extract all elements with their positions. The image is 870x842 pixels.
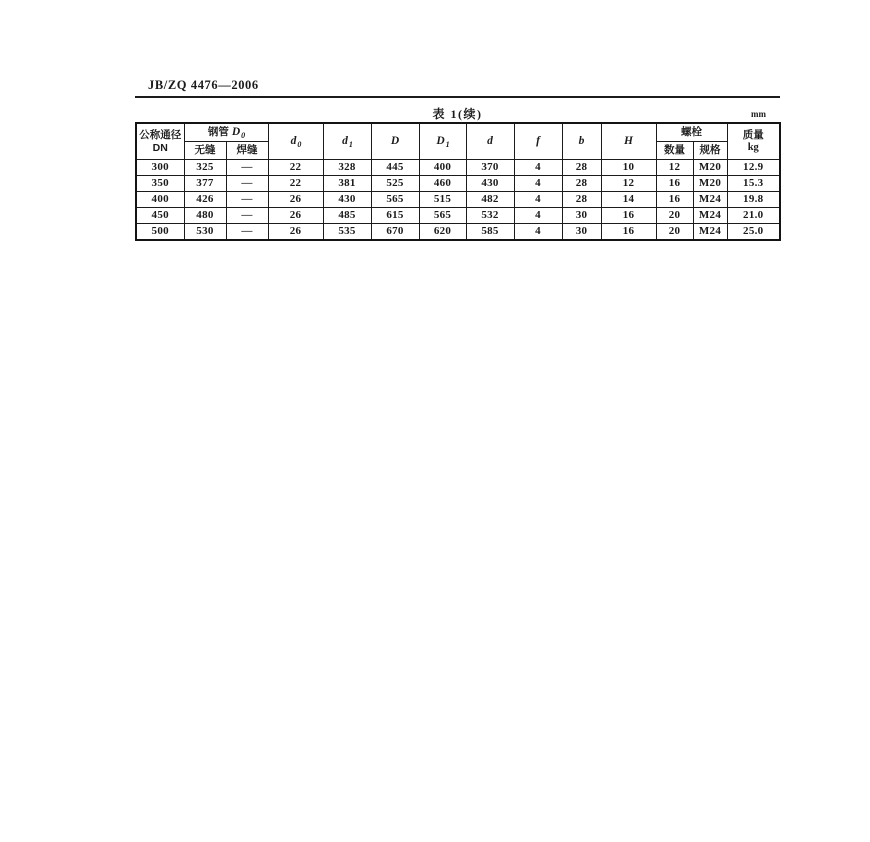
header-bolt-qty: 数量: [656, 142, 693, 160]
math-subscript: 1: [348, 139, 353, 149]
table-row: [136, 192, 780, 208]
dimension-table: [135, 122, 781, 241]
table-cell: —: [226, 176, 268, 192]
table-row: [136, 176, 780, 192]
header-dn-label: 公称通径: [139, 128, 182, 141]
header-b: [562, 123, 601, 160]
header-bolt-group: 螺栓: [656, 123, 727, 142]
header-d0: [268, 123, 323, 160]
header-mass: [727, 123, 780, 160]
table-cell: 530: [184, 224, 226, 241]
table-cell: —: [226, 160, 268, 176]
table-cell: M24: [693, 192, 727, 208]
header-seamless: 无缝: [184, 142, 226, 160]
table-cell: 12: [601, 176, 656, 192]
table-cell: 26: [268, 208, 323, 224]
table-cell: 480: [184, 208, 226, 224]
table-cell: —: [226, 192, 268, 208]
table-row: [136, 208, 780, 224]
table-cell: 535: [323, 224, 371, 241]
table-cell: 19.8: [727, 192, 780, 208]
table-cell: M20: [693, 176, 727, 192]
table-cell: 28: [562, 192, 601, 208]
header-mass-unit: kg: [747, 141, 759, 153]
table-cell: 300: [136, 160, 184, 176]
table-caption: 表 1(续): [432, 107, 483, 121]
header-row-1: [136, 123, 780, 142]
table-cell: 450: [136, 208, 184, 224]
table-cell: M24: [693, 224, 727, 241]
table-body: [136, 160, 780, 241]
table-cell: 377: [184, 176, 226, 192]
table-cell: 22: [268, 160, 323, 176]
table-cell: 4: [514, 176, 562, 192]
table-cell: 30: [562, 224, 601, 241]
math-subscript: 1: [445, 139, 450, 149]
header-welded: 焊缝: [226, 142, 268, 160]
table-cell: 370: [466, 160, 514, 176]
table-cell: 4: [514, 224, 562, 241]
table-cell: 28: [562, 160, 601, 176]
table-cell: 426: [184, 192, 226, 208]
table-cell: 20: [656, 208, 693, 224]
table-cell: 15.3: [727, 176, 780, 192]
math-symbol: D: [390, 134, 400, 147]
table-cell: 445: [371, 160, 419, 176]
table-cell: 485: [323, 208, 371, 224]
table-cell: 22: [268, 176, 323, 192]
header-divider: [135, 96, 780, 98]
table-cell: 26: [268, 192, 323, 208]
table-cell: 482: [466, 192, 514, 208]
table-cell: 16: [601, 208, 656, 224]
header-bolt-spec: 规格: [693, 142, 727, 160]
table-cell: 26: [268, 224, 323, 241]
header-d1: [323, 123, 371, 160]
table-cell: 381: [323, 176, 371, 192]
unit-label: mm: [751, 109, 766, 119]
math-symbol: f: [536, 134, 540, 147]
math-symbol: H: [624, 134, 633, 147]
header-d: [466, 123, 514, 160]
math-symbol: D: [436, 134, 445, 147]
table-cell: M24: [693, 208, 727, 224]
table-header: [136, 123, 780, 160]
table-cell: 10: [601, 160, 656, 176]
caption-band: [135, 104, 780, 121]
table-cell: 400: [419, 160, 466, 176]
table-cell: 30: [562, 208, 601, 224]
table-cell: 500: [136, 224, 184, 241]
table-cell: 325: [184, 160, 226, 176]
header-dn-symbol: DN: [152, 141, 168, 154]
table-row: [136, 160, 780, 176]
doc-number: JB/ZQ 4476—2006: [148, 78, 259, 92]
table-cell: 525: [371, 176, 419, 192]
table-cell: 16: [656, 176, 693, 192]
header-D: [371, 123, 419, 160]
table-cell: 28: [562, 176, 601, 192]
table-cell: 25.0: [727, 224, 780, 241]
math-subscript: 0: [241, 130, 246, 140]
table-cell: 21.0: [727, 208, 780, 224]
table-cell: 615: [371, 208, 419, 224]
table-cell: 515: [419, 192, 466, 208]
math-symbol: b: [578, 134, 585, 147]
table-cell: M20: [693, 160, 727, 176]
table-row: [136, 224, 780, 241]
table-cell: 565: [419, 208, 466, 224]
table-cell: —: [226, 224, 268, 241]
table-cell: 460: [419, 176, 466, 192]
table-cell: 12.9: [727, 160, 780, 176]
table-cell: 4: [514, 192, 562, 208]
math-symbol: d: [342, 134, 348, 147]
table-cell: 12: [656, 160, 693, 176]
table-cell: 532: [466, 208, 514, 224]
table-cell: —: [226, 208, 268, 224]
table-cell: 585: [466, 224, 514, 241]
table-cell: 430: [323, 192, 371, 208]
header-pipe-label: 钢管: [207, 125, 229, 138]
table-cell: 4: [514, 208, 562, 224]
table-cell: 4: [514, 160, 562, 176]
table-cell: 16: [601, 224, 656, 241]
table-cell: 620: [419, 224, 466, 241]
table-cell: 565: [371, 192, 419, 208]
header-f: [514, 123, 562, 160]
math-subscript: 0: [297, 139, 302, 149]
table-cell: 328: [323, 160, 371, 176]
table-cell: 350: [136, 176, 184, 192]
math-symbol: d: [290, 134, 297, 147]
table-cell: 400: [136, 192, 184, 208]
table-cell: 670: [371, 224, 419, 241]
header-mass-label: 质量: [742, 128, 764, 141]
table-cell: 430: [466, 176, 514, 192]
header-dn: [136, 123, 184, 160]
math-symbol: D: [231, 125, 241, 138]
header-D1: [419, 123, 466, 160]
table-cell: 14: [601, 192, 656, 208]
header-H: [601, 123, 656, 160]
header-pipe-group: [184, 123, 268, 142]
math-symbol: d: [487, 134, 493, 147]
table-cell: 16: [656, 192, 693, 208]
table-cell: 20: [656, 224, 693, 241]
